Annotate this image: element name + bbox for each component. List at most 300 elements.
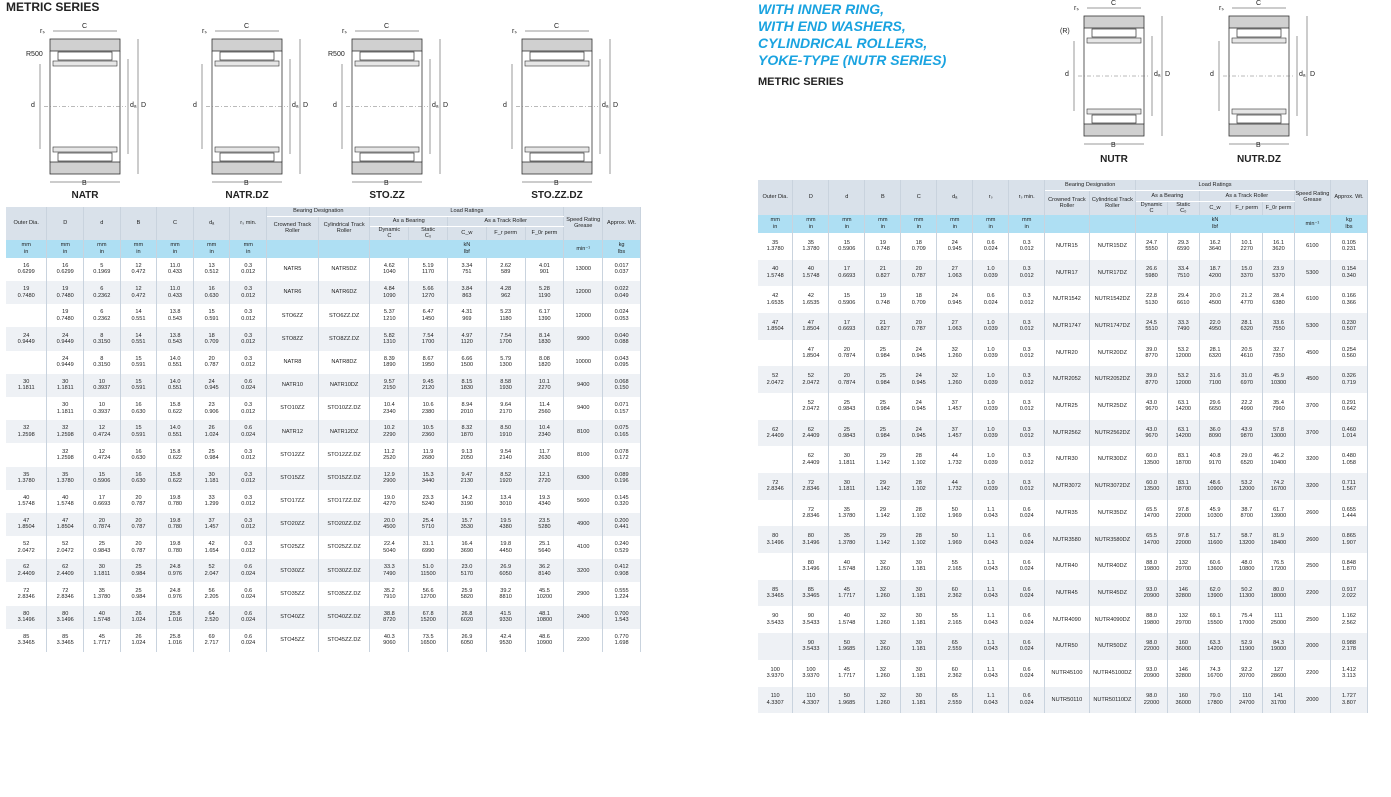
cell-d: 6 0.2362 bbox=[84, 304, 121, 327]
table-row bbox=[6, 258, 641, 281]
unit-blank bbox=[267, 240, 319, 258]
col-dynamic-c: Dynamic C bbox=[1136, 202, 1168, 215]
col-load-ratings: Load Ratings bbox=[370, 207, 564, 217]
cell-rsm: 0.3 0.012 bbox=[1009, 446, 1045, 473]
cell-rs: 1.1 0.043 bbox=[973, 606, 1009, 633]
cell-cw: 26.9 6050 bbox=[448, 629, 487, 652]
cell-cyl: STO40ZZ.DZ bbox=[318, 606, 370, 629]
cell-c0: 6.47 1450 bbox=[409, 304, 448, 327]
unit-kn-lbf: kN lbf bbox=[1136, 215, 1295, 233]
table-row bbox=[758, 500, 1368, 527]
cell-c: 60.0 13500 bbox=[1136, 473, 1168, 500]
cell-crowned: STO40ZZ bbox=[267, 606, 319, 629]
cell-cyl: NUTR3580DZ bbox=[1089, 526, 1136, 553]
drawing-label: NUTR bbox=[1100, 154, 1128, 165]
cell-speed: 9400 bbox=[564, 397, 603, 420]
cell-C: 15.8 0.622 bbox=[157, 397, 194, 420]
cell-speed: 9900 bbox=[564, 327, 603, 350]
cell-fr: 39.2 8810 bbox=[486, 582, 525, 605]
cell-c: 5.37 1210 bbox=[370, 304, 409, 327]
dim-label-da: dₐ bbox=[602, 101, 609, 109]
cell-f0r: 48.1 10800 bbox=[525, 606, 564, 629]
cell-c: 39.0 8770 bbox=[1136, 366, 1168, 393]
cell-rs: 1.1 0.043 bbox=[973, 500, 1009, 527]
cell-fr: 4.28 962 bbox=[486, 281, 525, 304]
table-row bbox=[6, 304, 641, 327]
unit-mm-in: mm in bbox=[937, 215, 973, 233]
table-row bbox=[758, 446, 1368, 473]
cell-d: 50 1.9685 bbox=[829, 687, 865, 714]
cell-fr: 9.64 2170 bbox=[486, 397, 525, 420]
cell-c0: 29.4 6610 bbox=[1167, 286, 1199, 313]
cell-od bbox=[6, 304, 47, 327]
cell-crowned: STO6ZZ bbox=[267, 304, 319, 327]
dim-label-C: C bbox=[384, 23, 390, 30]
cell-B: 19 0.748 bbox=[865, 233, 901, 260]
cell-c0: 83.1 18700 bbox=[1167, 446, 1199, 473]
cell-D: 85 3.3465 bbox=[793, 580, 829, 607]
cell-da: 37 1.457 bbox=[937, 393, 973, 420]
cell-D: 80 3.1496 bbox=[793, 526, 829, 553]
cell-od: 85 3.3465 bbox=[6, 629, 47, 652]
cell-fr: 110 24700 bbox=[1231, 687, 1263, 714]
cell-c0: 146 32800 bbox=[1167, 660, 1199, 687]
cell-speed: 3200 bbox=[1294, 473, 1330, 500]
cell-speed: 3200 bbox=[564, 559, 603, 582]
cell-wt: 1.727 3.807 bbox=[1330, 687, 1367, 714]
cell-D: 42 1.6535 bbox=[793, 286, 829, 313]
cell-od: 100 3.9370 bbox=[758, 660, 793, 687]
table-row bbox=[758, 553, 1368, 580]
col-cw: C_w bbox=[1199, 202, 1231, 215]
cell-cw: 29.6 6650 bbox=[1199, 393, 1231, 420]
cell-cw: 26.8 6020 bbox=[448, 606, 487, 629]
cell-B: 25 0.984 bbox=[865, 340, 901, 367]
cell-cw: 16.2 3640 bbox=[1199, 233, 1231, 260]
cell-da: 18 0.709 bbox=[193, 327, 230, 350]
col-load-ratings: Load Ratings bbox=[1136, 180, 1295, 191]
cell-speed: 2500 bbox=[1294, 553, 1330, 580]
cell-f0r: 19.3 4340 bbox=[525, 490, 564, 513]
cell-f0r: 35.4 7960 bbox=[1263, 393, 1295, 420]
cell-od: 30 1.1811 bbox=[6, 374, 47, 397]
cell-B: 19 0.748 bbox=[865, 286, 901, 313]
cell-cyl: NUTR17DZ bbox=[1089, 260, 1136, 287]
cell-c: 60.0 13500 bbox=[1136, 446, 1168, 473]
cell-c: 19.0 4270 bbox=[370, 490, 409, 513]
cell-cyl: NUTR20DZ bbox=[1089, 340, 1136, 367]
dim-label-d: d bbox=[1065, 71, 1069, 78]
cell-D: 19 0.7480 bbox=[47, 304, 84, 327]
drawing-sto-zz-dz bbox=[490, 14, 620, 207]
cell-wt: 0.917 2.022 bbox=[1330, 580, 1367, 607]
cell-D: 52 2.0472 bbox=[793, 366, 829, 393]
cell-B: 25 0.984 bbox=[120, 559, 157, 582]
cell-C: 30 1.181 bbox=[901, 606, 937, 633]
cell-B: 29 1.142 bbox=[865, 500, 901, 527]
cell-od: 52 2.0472 bbox=[758, 366, 793, 393]
cell-c0: 160 36000 bbox=[1167, 633, 1199, 660]
cell-fr: 41.5 9330 bbox=[486, 606, 525, 629]
cell-c0: 53.2 12000 bbox=[1167, 366, 1199, 393]
cell-C: 14.0 0.551 bbox=[157, 374, 194, 397]
cell-fr: 58.7 13200 bbox=[1231, 526, 1263, 553]
unit-mm-in: mm in bbox=[758, 215, 793, 233]
cell-c: 22.4 5040 bbox=[370, 536, 409, 559]
cell-c0: 5.19 1170 bbox=[409, 258, 448, 281]
cell-speed: 8100 bbox=[564, 443, 603, 466]
cell-wt: 0.075 0.165 bbox=[603, 420, 641, 443]
cell-c: 43.0 9670 bbox=[1136, 420, 1168, 447]
cell-c: 22.8 5130 bbox=[1136, 286, 1168, 313]
table-row bbox=[758, 286, 1368, 313]
cell-f0r: 25.1 5640 bbox=[525, 536, 564, 559]
cell-D: 30 1.1811 bbox=[47, 397, 84, 420]
cell-da: 27 1.063 bbox=[937, 313, 973, 340]
cell-fr: 29.0 6520 bbox=[1231, 446, 1263, 473]
cell-D: 40 1.5748 bbox=[793, 260, 829, 287]
cell-rs: 0.6 0.024 bbox=[230, 420, 267, 443]
cell-da: 44 1.732 bbox=[937, 446, 973, 473]
table-row bbox=[6, 606, 641, 629]
cell-rs: 1.0 0.039 bbox=[973, 473, 1009, 500]
cell-D: 35 1.3780 bbox=[47, 467, 84, 490]
cell-c: 10.2 2290 bbox=[370, 420, 409, 443]
cell-cw: 60.6 13600 bbox=[1199, 553, 1231, 580]
cell-C: 13.8 0.543 bbox=[157, 304, 194, 327]
drawing-nutr bbox=[1060, 2, 1170, 171]
cell-speed: 4500 bbox=[1294, 340, 1330, 367]
col-d: d bbox=[84, 207, 121, 240]
cell-cw: 31.6 7100 bbox=[1199, 366, 1231, 393]
cell-crowned: NUTR40 bbox=[1045, 553, 1089, 580]
cell-d: 35 1.3780 bbox=[829, 526, 865, 553]
col-rs: rₛ min. bbox=[230, 207, 267, 240]
cell-c0: 56.6 12700 bbox=[409, 582, 448, 605]
col-cylindrical: Cylindrical Track Roller bbox=[318, 217, 370, 240]
cell-rs: 1.0 0.039 bbox=[973, 313, 1009, 340]
col-B: B bbox=[120, 207, 157, 240]
cell-cyl: NUTR30DZ bbox=[1089, 446, 1136, 473]
cell-f0r: 33.6 7550 bbox=[1263, 313, 1295, 340]
cell-D: 24 0.9449 bbox=[47, 327, 84, 350]
dim-label-da: dₐ bbox=[1299, 71, 1306, 78]
cell-fr: 48.0 10800 bbox=[1231, 553, 1263, 580]
cell-da: 64 2.520 bbox=[193, 606, 230, 629]
dim-label-d: d bbox=[31, 101, 35, 109]
col-bearing-designation: Bearing Designation bbox=[1045, 180, 1136, 191]
cell-od: 110 4.3307 bbox=[758, 687, 793, 714]
cell-speed: 3700 bbox=[1294, 420, 1330, 447]
cell-cw: 16.4 3690 bbox=[448, 536, 487, 559]
cell-cw: 62.0 13900 bbox=[1199, 580, 1231, 607]
cell-crowned: NUTR25 bbox=[1045, 393, 1089, 420]
cell-speed: 8100 bbox=[564, 420, 603, 443]
cell-wt: 0.480 1.058 bbox=[1330, 446, 1367, 473]
cell-c: 33.3 7490 bbox=[370, 559, 409, 582]
cell-da: 24 0.945 bbox=[937, 233, 973, 260]
drawing-natr bbox=[18, 14, 148, 207]
cell-rs: 1.0 0.039 bbox=[973, 340, 1009, 367]
cell-D: 72 2.8346 bbox=[47, 582, 84, 605]
cell-cw: 15.7 3530 bbox=[448, 513, 487, 536]
cell-f0r: 74.2 16700 bbox=[1263, 473, 1295, 500]
cell-speed: 2600 bbox=[1294, 500, 1330, 527]
cell-da: 23 0.906 bbox=[193, 397, 230, 420]
cell-crowned: NUTR45100 bbox=[1045, 660, 1089, 687]
cell-B: 26 1.024 bbox=[120, 629, 157, 652]
cell-B: 16 0.630 bbox=[120, 397, 157, 420]
col-cw: C_w bbox=[448, 227, 487, 240]
cell-C: 19.8 0.780 bbox=[157, 513, 194, 536]
cell-f0r: 127 28600 bbox=[1263, 660, 1295, 687]
cell-rsm: 0.6 0.024 bbox=[1009, 500, 1045, 527]
cell-fr: 8.50 1910 bbox=[486, 420, 525, 443]
dim-label-C: C bbox=[1111, 0, 1117, 7]
cell-d: 17 0.6693 bbox=[829, 313, 865, 340]
cell-da: 60 2.362 bbox=[937, 580, 973, 607]
cell-cyl: NUTR25DZ bbox=[1089, 393, 1136, 420]
cell-rsm: 0.6 0.024 bbox=[1009, 606, 1045, 633]
unit-mm-in: mm in bbox=[193, 240, 230, 258]
cell-c0: 31.1 6990 bbox=[409, 536, 448, 559]
radius-label: R500 bbox=[26, 51, 43, 58]
cell-rsm: 0.6 0.024 bbox=[1009, 553, 1045, 580]
cell-da: 52 2.047 bbox=[193, 559, 230, 582]
cell-da: 50 1.969 bbox=[937, 526, 973, 553]
table-row bbox=[6, 582, 641, 605]
cell-da: 50 1.969 bbox=[937, 500, 973, 527]
cell-c0: 132 29700 bbox=[1167, 553, 1199, 580]
cell-d: 25 0.9843 bbox=[84, 536, 121, 559]
cell-fr: 20.5 4610 bbox=[1231, 340, 1263, 367]
cell-fr: 21.2 4770 bbox=[1231, 286, 1263, 313]
cell-C: 30 1.181 bbox=[901, 633, 937, 660]
cell-od: 52 2.0472 bbox=[6, 536, 47, 559]
cell-crowned: NUTR1542 bbox=[1045, 286, 1089, 313]
cell-rs: 0.3 0.012 bbox=[230, 490, 267, 513]
cell-cyl: NUTR45DZ bbox=[1089, 580, 1136, 607]
cell-c: 35.2 7910 bbox=[370, 582, 409, 605]
cell-c: 65.5 14700 bbox=[1136, 500, 1168, 527]
cell-wt: 0.254 0.560 bbox=[1330, 340, 1367, 367]
cell-C: 24 0.945 bbox=[901, 393, 937, 420]
dim-label-B: B bbox=[384, 180, 389, 187]
cell-D: 62 2.4409 bbox=[793, 446, 829, 473]
cell-B: 32 1.260 bbox=[865, 687, 901, 714]
cell-speed: 2200 bbox=[1294, 660, 1330, 687]
cell-cyl: NUTR40DZ bbox=[1089, 553, 1136, 580]
cell-od bbox=[758, 553, 793, 580]
cell-od: 90 3.5433 bbox=[758, 606, 793, 633]
cell-cyl: STO10ZZ.DZ bbox=[318, 397, 370, 420]
cell-rsm: 0.3 0.012 bbox=[1009, 393, 1045, 420]
col-rs-min: rₛ min. bbox=[1009, 180, 1045, 215]
cell-f0r: 36.2 8140 bbox=[525, 559, 564, 582]
cell-fr: 8.58 1930 bbox=[486, 374, 525, 397]
cell-crowned: STO20ZZ bbox=[267, 513, 319, 536]
cell-cyl: NATR12DZ bbox=[318, 420, 370, 443]
unit-mm-in: mm in bbox=[157, 240, 194, 258]
cell-f0r: 23.9 5370 bbox=[1263, 260, 1295, 287]
cell-rsm: 0.6 0.024 bbox=[1009, 633, 1045, 660]
cell-B: 16 0.630 bbox=[120, 467, 157, 490]
cell-C: 24.8 0.976 bbox=[157, 559, 194, 582]
table-row bbox=[758, 580, 1368, 607]
cell-rsm: 0.3 0.012 bbox=[1009, 286, 1045, 313]
cell-B: 29 1.142 bbox=[865, 473, 901, 500]
cell-wt: 0.655 1.444 bbox=[1330, 500, 1367, 527]
cell-C: 18 0.709 bbox=[901, 233, 937, 260]
unit-mm-in: mm in bbox=[6, 240, 47, 258]
cell-cyl: NUTR50DZ bbox=[1089, 633, 1136, 660]
cell-speed: 4100 bbox=[564, 536, 603, 559]
col-speed: Speed Rating Grease bbox=[564, 207, 603, 240]
cell-wt: 0.770 1.698 bbox=[603, 629, 641, 652]
cell-wt: 0.848 1.870 bbox=[1330, 553, 1367, 580]
cell-f0r: 61.7 13900 bbox=[1263, 500, 1295, 527]
cell-fr: 26.9 6050 bbox=[486, 559, 525, 582]
cell-c0: 10.6 2380 bbox=[409, 397, 448, 420]
dim-label-d: d bbox=[333, 101, 337, 109]
cell-cw: 25.9 5820 bbox=[448, 582, 487, 605]
cell-crowned: NUTR1747 bbox=[1045, 313, 1089, 340]
cell-wt: 0.166 0.366 bbox=[1330, 286, 1367, 313]
cell-C: 25.8 1.016 bbox=[157, 629, 194, 652]
unit-blank bbox=[1045, 215, 1089, 233]
cell-C: 24 0.945 bbox=[901, 420, 937, 447]
unit-min: min⁻¹ bbox=[564, 240, 603, 258]
cell-B: 25 0.984 bbox=[865, 393, 901, 420]
dim-label-D: D bbox=[303, 101, 309, 109]
cell-B: 20 0.787 bbox=[120, 513, 157, 536]
cell-speed: 9400 bbox=[564, 374, 603, 397]
cell-fr: 50.2 11300 bbox=[1231, 580, 1263, 607]
col-weight: Approx. Wt. bbox=[1330, 180, 1367, 215]
cell-wt: 0.711 1.567 bbox=[1330, 473, 1367, 500]
cell-rs: 0.6 0.024 bbox=[973, 233, 1009, 260]
cell-c0: 97.8 22000 bbox=[1167, 526, 1199, 553]
cell-d: 8 0.3150 bbox=[84, 351, 121, 374]
cell-od: 40 1.5748 bbox=[6, 490, 47, 513]
table-row bbox=[6, 397, 641, 420]
bearing-cross-section-icon bbox=[490, 14, 620, 202]
cell-fr: 15.0 3370 bbox=[1231, 260, 1263, 287]
col-static-c0: Static C₀ bbox=[1167, 202, 1199, 215]
cell-od: 72 2.8346 bbox=[6, 582, 47, 605]
cell-f0r: 84.3 19000 bbox=[1263, 633, 1295, 660]
cell-rsm: 0.6 0.024 bbox=[1009, 660, 1045, 687]
cell-cw: 69.1 15500 bbox=[1199, 606, 1231, 633]
cell-d: 20 0.7874 bbox=[829, 366, 865, 393]
cell-c0: 33.3 7490 bbox=[1167, 313, 1199, 340]
cell-f0r: 11.7 2630 bbox=[525, 443, 564, 466]
dim-label-B: B bbox=[82, 180, 87, 187]
unit-mm-in: mm in bbox=[865, 215, 901, 233]
table-row bbox=[758, 260, 1368, 287]
cell-B: 29 1.142 bbox=[865, 526, 901, 553]
cell-od: 24 0.9449 bbox=[6, 327, 47, 350]
col-outer-dia: Outer Dia. bbox=[6, 207, 47, 240]
cell-c0: 5.66 1270 bbox=[409, 281, 448, 304]
cell-crowned: NUTR50 bbox=[1045, 633, 1089, 660]
cell-f0r: 16.1 3620 bbox=[1263, 233, 1295, 260]
cell-D: 90 3.5433 bbox=[793, 606, 829, 633]
cell-c0: 51.0 11500 bbox=[409, 559, 448, 582]
cell-speed: 2200 bbox=[1294, 580, 1330, 607]
dim-label-rs: rₛ bbox=[342, 28, 347, 35]
drawing-label: STO.ZZ.DZ bbox=[531, 190, 583, 201]
cell-cw: 8.32 1870 bbox=[448, 420, 487, 443]
dim-label-rs: rₛ bbox=[40, 28, 45, 35]
cell-c0: 15.3 3440 bbox=[409, 467, 448, 490]
cell-c0: 67.8 15200 bbox=[409, 606, 448, 629]
cell-d: 15 0.5906 bbox=[84, 467, 121, 490]
cell-c: 98.0 22000 bbox=[1136, 687, 1168, 714]
cell-da: 65 2.559 bbox=[937, 633, 973, 660]
cell-od: 35 1.3780 bbox=[6, 467, 47, 490]
cell-d: 35 1.3780 bbox=[84, 582, 121, 605]
col-da: dₐ bbox=[193, 207, 230, 240]
cell-d: 30 1.1811 bbox=[829, 473, 865, 500]
cell-D: 47 1.8504 bbox=[47, 513, 84, 536]
cell-crowned: STO30ZZ bbox=[267, 559, 319, 582]
table-row bbox=[758, 366, 1368, 393]
table-row bbox=[758, 233, 1368, 260]
unit-blank bbox=[318, 240, 370, 258]
cell-od: 62 2.4409 bbox=[6, 559, 47, 582]
cell-f0r: 32.7 7350 bbox=[1263, 340, 1295, 367]
cell-speed: 2200 bbox=[564, 629, 603, 652]
cell-od bbox=[758, 446, 793, 473]
cell-crowned: NATR5 bbox=[267, 258, 319, 281]
cell-B: 32 1.260 bbox=[865, 553, 901, 580]
dim-label-rs: rₛ bbox=[1074, 5, 1079, 12]
cell-od: 35 1.3780 bbox=[758, 233, 793, 260]
cell-c0: 7.54 1700 bbox=[409, 327, 448, 350]
cell-D: 80 3.1496 bbox=[47, 606, 84, 629]
bearing-cross-section-icon bbox=[18, 14, 148, 202]
cell-crowned: NUTR45 bbox=[1045, 580, 1089, 607]
unit-mm-in: mm in bbox=[829, 215, 865, 233]
cell-rsm: 0.6 0.024 bbox=[1009, 687, 1045, 714]
cell-D: 24 0.9449 bbox=[47, 351, 84, 374]
cell-rs: 0.3 0.012 bbox=[230, 304, 267, 327]
cell-rs: 0.6 0.024 bbox=[973, 286, 1009, 313]
cell-crowned: STO17ZZ bbox=[267, 490, 319, 513]
cell-crowned: STO10ZZ bbox=[267, 397, 319, 420]
cell-rsm: 0.6 0.024 bbox=[1009, 580, 1045, 607]
cell-d: 8 0.3150 bbox=[84, 327, 121, 350]
cell-D: 100 3.9370 bbox=[793, 660, 829, 687]
cell-c0: 33.4 7510 bbox=[1167, 260, 1199, 287]
col-as-track-roller: As a Track Roller bbox=[448, 217, 564, 227]
cell-f0r: 57.8 13000 bbox=[1263, 420, 1295, 447]
cell-da: 56 2.205 bbox=[193, 582, 230, 605]
cell-da: 24 0.945 bbox=[937, 286, 973, 313]
cell-da: 55 2.165 bbox=[937, 553, 973, 580]
cell-cyl: NUTR35DZ bbox=[1089, 500, 1136, 527]
cell-od bbox=[758, 393, 793, 420]
table-row bbox=[758, 340, 1368, 367]
cell-d: 45 1.7717 bbox=[829, 660, 865, 687]
cell-B: 14 0.551 bbox=[120, 304, 157, 327]
cell-D: 52 2.0472 bbox=[793, 393, 829, 420]
drawing-sto-zz bbox=[320, 14, 450, 207]
col-as-bearing: As a Bearing bbox=[1136, 191, 1199, 202]
drawing-natr-dz bbox=[180, 14, 310, 207]
cell-c: 93.0 20900 bbox=[1136, 580, 1168, 607]
